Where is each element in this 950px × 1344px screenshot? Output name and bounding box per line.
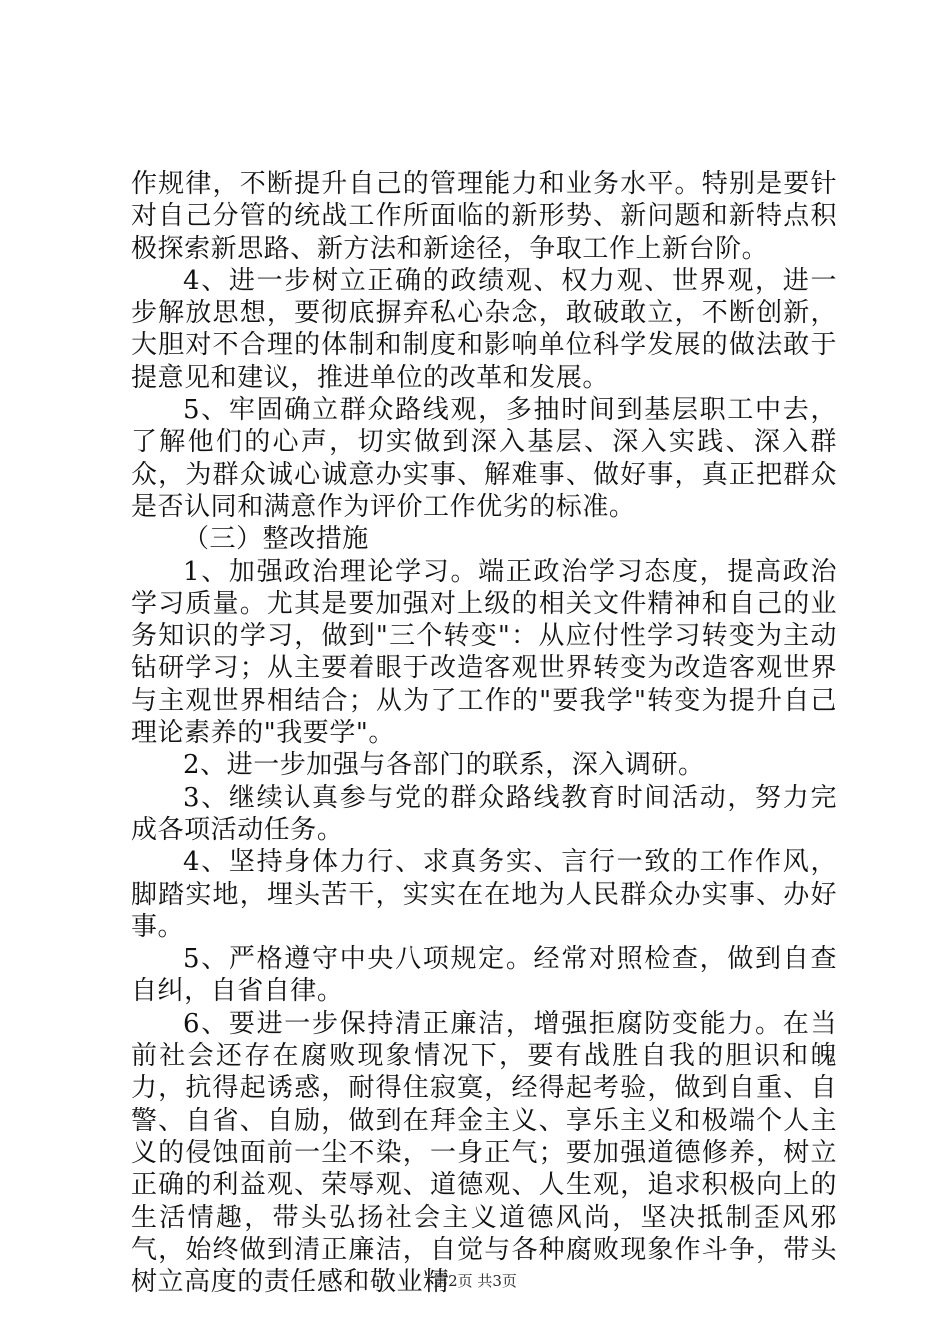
measure-item-6: 6、要进一步保持清正廉洁，增强拒腐防变能力。在当前社会还存在腐败现象情况下，要有战胜自我的胆识和魄力，抗得起诱惑，耐得住寂寞，经得起考验，做到自重、自警、自省、自励，做到在拜金主义、享乐主义和极端个人主义的侵蚀面前一尘不染，一身正气；要加强道德修养，树立正确的利益观、荣辱观、道德观、人生观，追求积极向上的生活情趣，带头弘扬社会主义道德风尚，坚决抵制歪风邪气，始终做到清正廉洁，自觉与各种腐败现象作斗争，带头树立高度的责任感和敬业精: [131, 1008, 837, 1298]
measure-item-4: 4、坚持身体力行、求真务实、言行一致的工作作风，脚踏实地，埋头苦干，实实在在地为人民群众办实事、办好事。: [131, 847, 837, 942]
paragraph-continuation: 作规律，不断提升自己的管理能力和业务水平。特别是要针对自己分管的统战工作所面临的新形势、新问题和新特点积极探索新思路、新方法和新途径，争取工作上新台阶。: [131, 169, 837, 264]
measure-item-3: 3、继续认真参与党的群众路线教育时间活动，努力完成各项活动任务。: [131, 782, 837, 845]
measure-item-1: 1、加强政治理论学习。端正政治学习态度，提高政治学习质量。尤其是要加强对上级的相关文件精神和自己的业务知识的学习，做到"三个转变"：从应付性学习转变为主动钻研学习；从主要着眼于改造客观世界转变为改造客观世界与主观世界相结合；从为了工作的"要我学"转变为提升自己理论素养的"我要学"。: [131, 556, 837, 749]
measure-item-2: 2、进一步加强与各部门的联系，深入调研。: [183, 750, 705, 781]
document-body: [131, 168, 837, 1298]
paragraph-item-4: 4、进一步树立正确的政绩观、权力观、世界观，进一步解放思想，要彻底摒弃私心杂念，敢破敢立，不断创新，大胆对不合理的体制和制度和影响单位科学发展的做法敢于提意见和建议，推进单位的改革和发展。: [131, 265, 837, 393]
section-heading-rectification-measures: （三）整改措施: [183, 524, 369, 555]
measure-item-5: 5、严格遵守中央八项规定。经常对照检查，做到自查自纠，自省自律。: [131, 944, 837, 1007]
page-number-footer: 第2页 共3页: [433, 1272, 517, 1290]
paragraph-item-5: 5、牢固确立群众路线观，多抽时间到基层职工中去，了解他们的心声，切实做到深入基层、深入实践、深入群众，为群众诚心诚意办实事、解难事、做好事，真正把群众是否认同和满意作为评价工作优劣的标准。: [131, 395, 837, 522]
